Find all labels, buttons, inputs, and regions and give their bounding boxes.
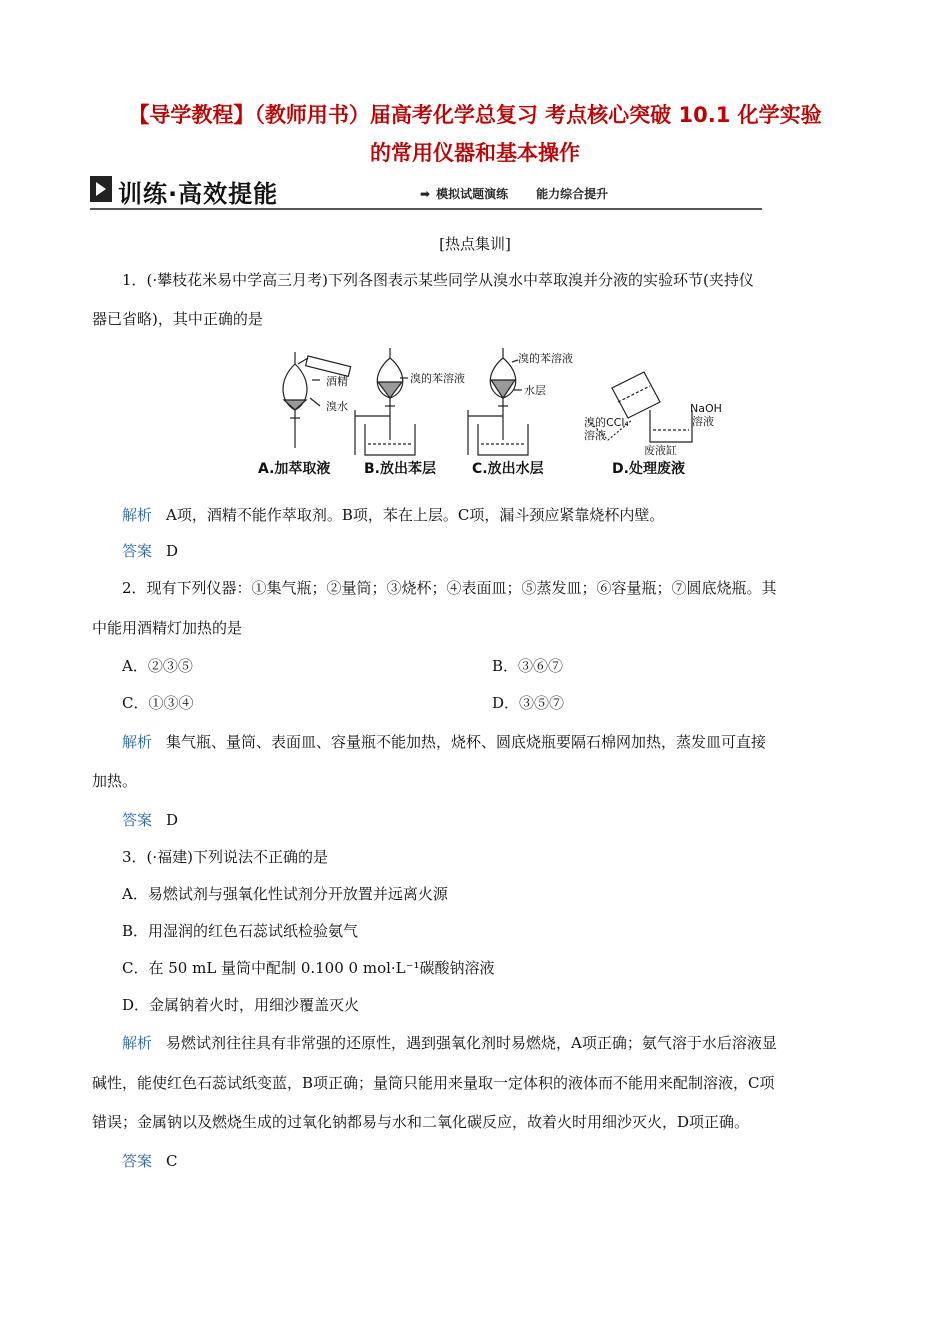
- q2-option-b: B．③⑥⑦: [492, 657, 564, 675]
- analysis-label: 解析: [122, 1034, 153, 1052]
- q1-answer: [122, 541, 178, 561]
- banner-sub-1: 模拟试题演练: [436, 187, 509, 201]
- fig-d-label-1: 溴的CCl₄: [584, 416, 629, 429]
- q2-stem-line-2: 中能用酒精灯加热的是: [92, 619, 243, 637]
- fig-d-label-5: 废液缸: [644, 444, 677, 457]
- q3-option-a: A．易燃试剂与强氧化性试剂分开放置并远离火源: [122, 885, 448, 903]
- q2-analysis-text-2: 加热。: [92, 772, 138, 790]
- q1-analysis: [122, 505, 664, 525]
- section-heading: [热点集训]: [439, 235, 511, 253]
- q2-analysis-text-1: 集气瓶、量筒、表面皿、容量瓶不能加热，烧杯、圆底烧瓶要隔石棉网加热，蒸发皿可直接: [166, 733, 767, 751]
- analysis-label: 解析: [122, 506, 153, 524]
- arrow-right-icon: ➡: [420, 187, 431, 201]
- fig-caption-b: B.放出苯层: [364, 461, 436, 477]
- q1-stem-line-1: 1．(·攀枝花米易中学高三月考)下列各图表示某些同学从溴水中萃取溴并分液的实验环节(夹持仪: [122, 271, 754, 289]
- fig-caption-a: A.加萃取液: [258, 461, 331, 477]
- q1-apparatus-figure: [250, 340, 740, 480]
- answer-label: 答案: [122, 811, 153, 829]
- answer-label: 答案: [122, 542, 153, 560]
- q3-option-d: D．金属钠着火时，用细沙覆盖灭火: [122, 996, 360, 1014]
- fig-caption-d: D.处理废液: [612, 461, 685, 477]
- fig-d-label-4: 溶液: [692, 415, 714, 428]
- fig-caption-c: C.放出水层: [472, 461, 544, 477]
- analysis-label: 解析: [122, 733, 153, 751]
- q2-option-d: D．③⑤⑦: [492, 694, 565, 712]
- q3-option-c: C．在 50 mL 量筒中配制 0.100 0 mol·L⁻¹碳酸钠溶液: [122, 959, 495, 977]
- q3-answer: [122, 1151, 178, 1171]
- fig-b-label: 溴的苯溶液: [410, 372, 465, 385]
- q2-answer: [122, 810, 178, 830]
- q2-option-c: C．①③④: [122, 694, 194, 712]
- fig-d-label-2: 溶液: [584, 429, 606, 442]
- banner-sub-2: 能力综合提升: [536, 187, 609, 201]
- q2-stem-line-1: 2．现有下列仪器：①集气瓶；②量筒；③烧杯；④表面皿；⑤蒸发皿；⑥容量瓶；⑦圆底烧瓶。其: [122, 579, 777, 597]
- fig-c-label-2: 水层: [524, 384, 546, 397]
- banner-title: 训练·高效提能: [118, 180, 279, 208]
- section-banner: [90, 174, 762, 210]
- title-line-2: 的常用仪器和基本操作: [370, 141, 580, 165]
- q2-answer-text: D: [166, 811, 179, 829]
- q1-analysis-text: A项，酒精不能作萃取剂。B项，苯在上层。C项，漏斗颈应紧靠烧杯内壁。: [166, 506, 665, 524]
- q3-option-b: B．用湿润的红色石蕊试纸检验氨气: [122, 922, 359, 940]
- q2-option-a: A．②③⑤: [122, 657, 193, 675]
- q1-answer-text: D: [166, 542, 179, 560]
- q3-stem: 3．(·福建)下列说法不正确的是: [122, 848, 329, 866]
- q3-analysis: [122, 1033, 777, 1053]
- answer-label: 答案: [122, 1152, 153, 1170]
- banner-subtitle: [420, 185, 608, 202]
- q3-analysis-text-2: 碱性，能使红色石蕊试纸变蓝，B项正确；量筒只能用来量取一定体积的液体而不能用来配制溶液，C项: [92, 1074, 775, 1092]
- title-line-1: 【导学教程】（教师用书）届高考化学总复习 考点核心突破 10.1 化学实验: [128, 103, 822, 127]
- q2-analysis: [122, 732, 766, 752]
- play-triangle-icon: [90, 176, 112, 202]
- fig-c-label-1: 溴的苯溶液: [518, 352, 573, 365]
- q1-stem-line-2: 器已省略)，其中正确的是: [92, 310, 263, 328]
- q3-analysis-text-3: 错误；金属钠以及燃烧生成的过氧化钠都易与水和二氧化碳反应，故着火时用细沙灭火，D项正确。: [92, 1113, 750, 1131]
- document-title: [90, 96, 860, 172]
- fig-a-label-2: 溴水: [326, 400, 348, 413]
- q3-answer-text: C: [166, 1152, 178, 1170]
- figure-b-funnel: [355, 348, 415, 455]
- fig-d-label-3: NaOH: [690, 402, 722, 415]
- fig-a-label-1: 酒精: [326, 375, 348, 388]
- q3-analysis-text-1: 易燃试剂往往具有非常强的还原性，遇到强氧化剂时易燃烧，A项正确；氨气溶于水后溶液显: [166, 1034, 777, 1052]
